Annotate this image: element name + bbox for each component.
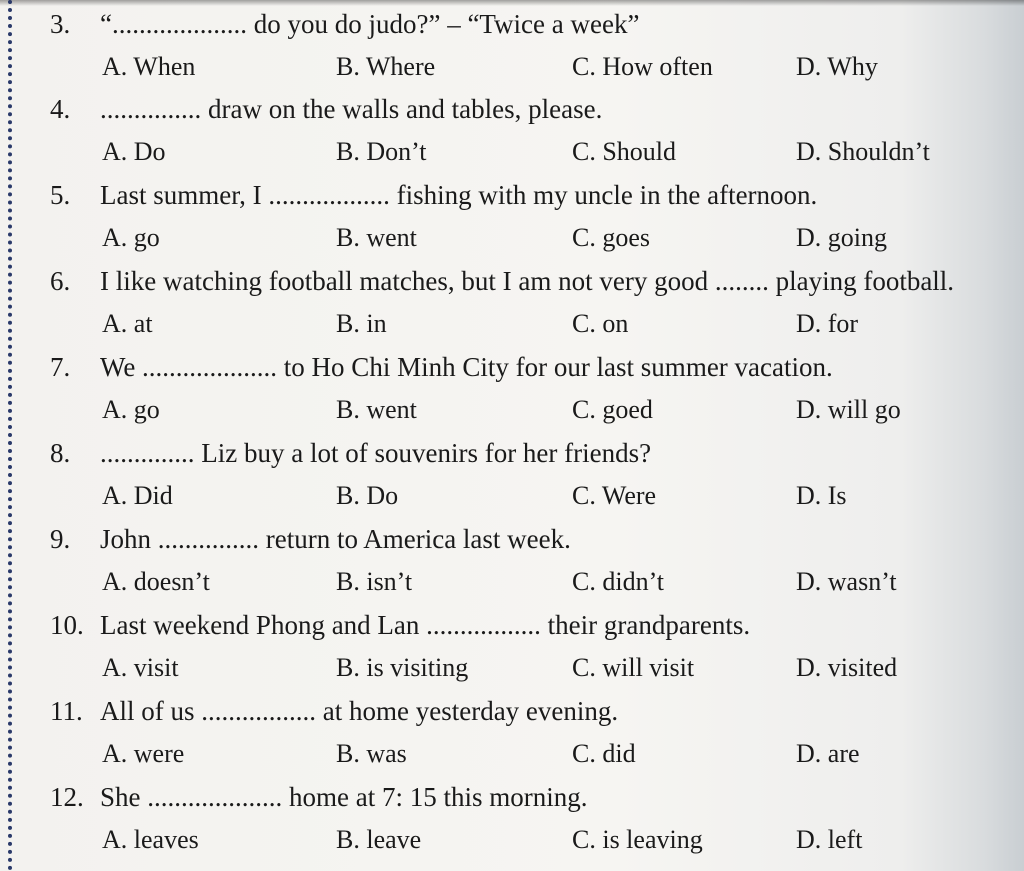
option-a: A. go (102, 395, 160, 424)
question-stem (50, 434, 651, 472)
question-8 (0, 434, 1024, 519)
option-b: B. is visiting (336, 653, 469, 682)
question-text: ............... draw on the walls and tables, please. (100, 94, 603, 124)
option-d: D. Is (796, 481, 847, 510)
question-text: She .................... home at 7: 15 this morning. (100, 782, 588, 812)
option-d: D. left (796, 825, 863, 854)
option-b: B. leave (336, 825, 422, 854)
question-text: Last weekend Phong and Lan ................. their grandparents. (100, 610, 751, 640)
option-c: C. will visit (572, 653, 695, 682)
question-12 (0, 778, 1024, 863)
option-b: B. Do (336, 481, 399, 510)
option-d: D. will go (796, 395, 901, 424)
option-a: A. leaves (102, 825, 199, 854)
option-a: A. When (102, 52, 196, 81)
question-stem (50, 692, 618, 730)
question-text: John ............... return to America last week. (100, 524, 571, 554)
question-stem (50, 606, 750, 644)
option-a: A. doesn’t (102, 567, 210, 596)
option-b: B. went (336, 395, 417, 424)
option-d: D. Why (796, 52, 878, 81)
option-c: C. goed (572, 395, 653, 424)
question-3 (0, 5, 1024, 90)
question-text: Last summer, I .................. fishing with my uncle in the afternoon. (100, 180, 818, 210)
option-a: A. go (102, 223, 160, 252)
question-stem (50, 778, 587, 816)
option-d: D. Shouldn’t (796, 137, 930, 166)
question-number: 9. (50, 524, 71, 554)
question-number: 3. (50, 9, 71, 39)
question-number: 10. (50, 610, 84, 640)
question-stem (50, 262, 954, 300)
question-text: “.................... do you do judo?” – “Twice a week” (100, 9, 640, 39)
option-c: C. Should (572, 137, 677, 166)
question-number: 5. (50, 180, 71, 210)
option-c: C. did (572, 739, 636, 768)
option-b: B. in (336, 309, 387, 338)
option-a: A. at (102, 309, 153, 338)
question-number: 11. (50, 696, 83, 726)
option-b: B. was (336, 739, 407, 768)
option-d: D. are (796, 739, 860, 768)
question-number: 4. (50, 94, 71, 124)
question-text: All of us ................. at home yesterday evening. (100, 696, 619, 726)
option-c: C. didn’t (572, 567, 664, 596)
question-6 (0, 262, 1024, 347)
question-text: We .................... to Ho Chi Minh City for our last summer vacation. (100, 352, 833, 382)
question-number: 12. (50, 782, 84, 812)
option-c: C. goes (572, 223, 650, 252)
option-a: A. Did (102, 481, 173, 510)
option-b: B. Don’t (336, 137, 427, 166)
question-number: 8. (50, 438, 71, 468)
question-stem (50, 176, 817, 214)
option-c: C. Were (572, 481, 657, 510)
option-c: C. on (572, 309, 629, 338)
option-c: C. How often (572, 52, 713, 81)
question-10 (0, 606, 1024, 691)
option-d: D. visited (796, 653, 898, 682)
option-d: D. wasn’t (796, 567, 897, 596)
question-stem (50, 90, 602, 128)
question-11 (0, 692, 1024, 777)
question-4 (0, 90, 1024, 175)
question-text: I like watching football matches, but I am not very good ........ playing football. (100, 266, 955, 296)
option-a: A. visit (102, 653, 179, 682)
option-d: D. for (796, 309, 859, 338)
question-7 (0, 348, 1024, 433)
question-number: 7. (50, 352, 71, 382)
option-d: D. going (796, 223, 887, 252)
question-stem (50, 520, 571, 558)
option-b: B. isn’t (336, 567, 413, 596)
question-9 (0, 520, 1024, 605)
option-a: A. were (102, 739, 185, 768)
option-a: A. Do (102, 137, 166, 166)
question-text: .............. Liz buy a lot of souvenirs for her friends? (100, 438, 652, 468)
question-5 (0, 176, 1024, 261)
question-number: 6. (50, 266, 71, 296)
option-c: C. is leaving (572, 825, 703, 854)
question-stem (50, 5, 639, 43)
option-b: B. Where (336, 52, 436, 81)
question-stem (50, 348, 833, 386)
option-b: B. went (336, 223, 417, 252)
